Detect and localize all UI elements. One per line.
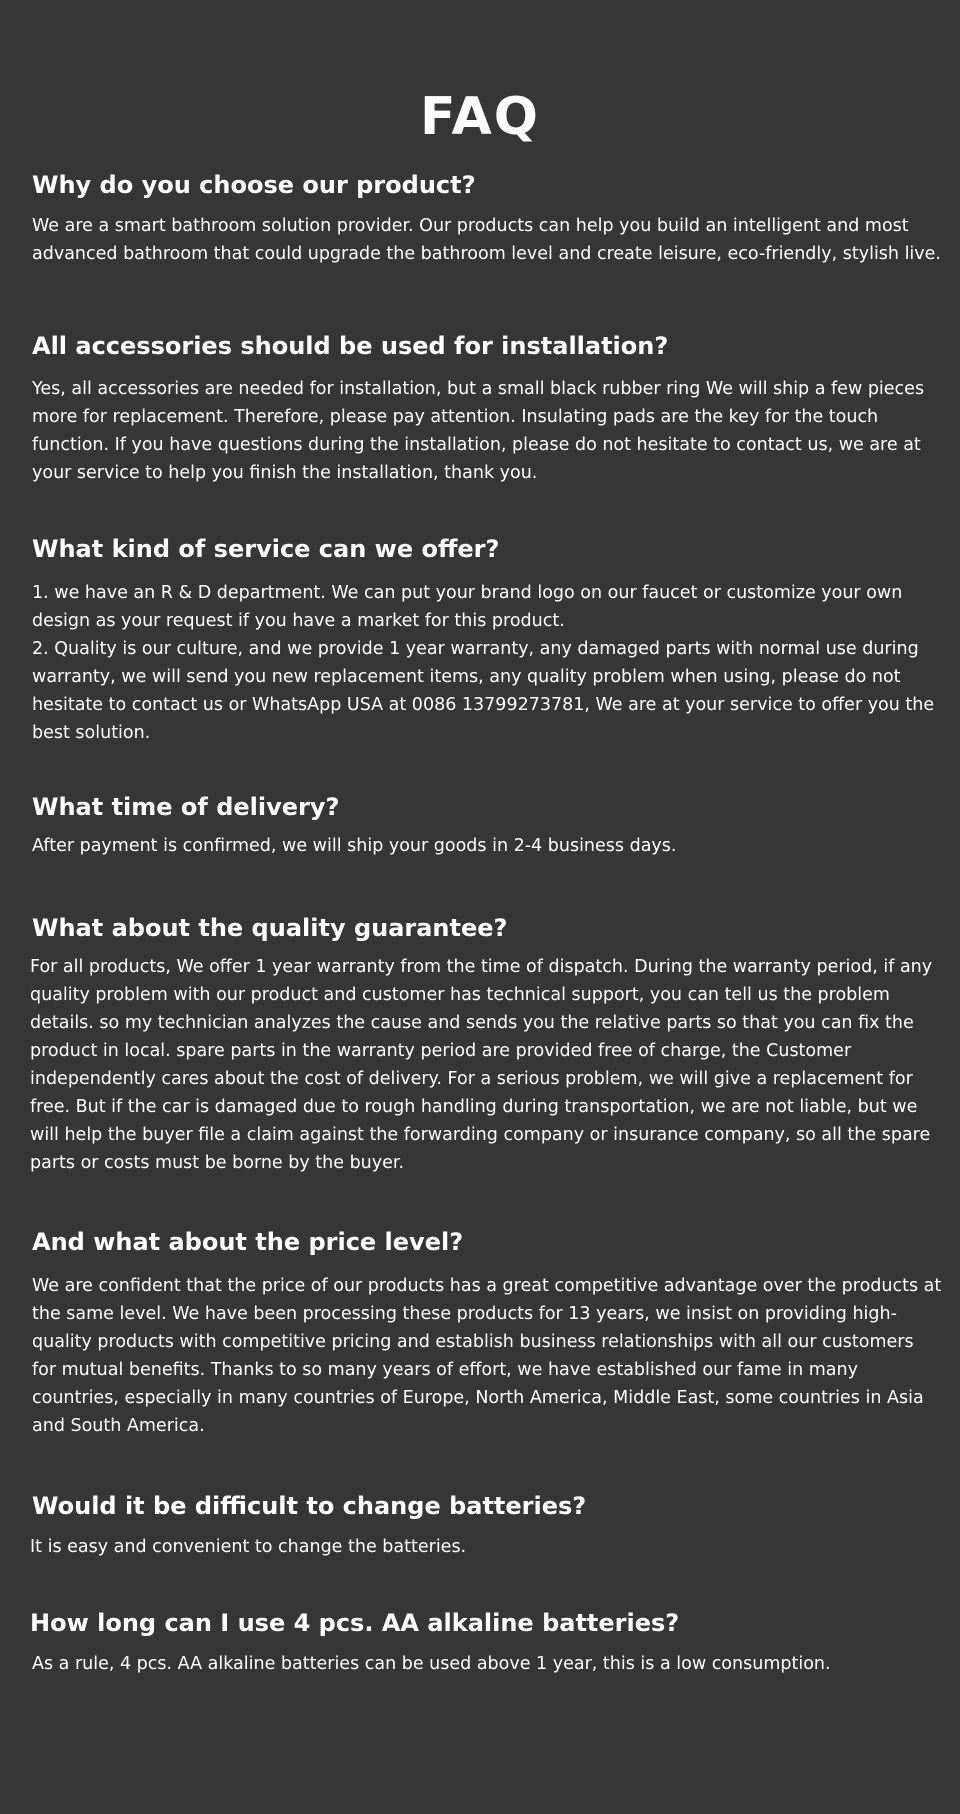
faq-answer: 1. we have an R & D department. We can put your brand logo on our faucet or customize your own design as your request if you have a market for this product. 2. Quality is our culture, and we provide 1 year warranty, any damaged parts with normal use during warranty, we will send you new replacement items, any quality problem when using, please do not hesitate to contact us or WhatsApp USA at 0086 13799273781, We are at your service to offer you the best solution. [32, 583, 935, 743]
faq-answer: We are confident that the price of our products has a great competitive advantage over the products at the same level. We have been processing these products for 13 years, we insist on providing high-quality products with competitive pricing and establish business relationships with all our customers for mutual benefits. Thanks to so many years of effort, we have established our fame in many countries, especially in many countries of Europe, North America, Middle East, some countries in Asia and South America. [32, 1276, 942, 1436]
faq-question: And what about the price level? [32, 1228, 464, 1256]
faq-item-delivery [32, 790, 942, 860]
faq-answer: We are a smart bathroom solution provider. Our products can help you build an intelligent and most advanced bathroom that could upgrade the bathroom level and create leisure, eco-friendly, stylish live. [32, 216, 941, 264]
faq-item-why-choose [32, 168, 942, 268]
faq-item-batteries-life [30, 1606, 940, 1678]
faq-item-service [32, 532, 942, 747]
faq-question: Would it be difficult to change batteries? [32, 1492, 587, 1520]
page-title: FAQ [419, 86, 540, 147]
faq-question: Why do you choose our product? [32, 171, 476, 199]
faq-answer: For all products, We offer 1 year warranty from the time of dispatch. During the warranty period, if any quality problem with our product and customer has technical support, you can tell us the problem details. so my technician analyzes the cause and sends you the relative parts so that you can fix the product in local. spare parts in the warranty period are provided free of charge, the Customer independently cares about the cost of delivery. For a serious problem, we will give a replacement for free. But if the car is damaged due to rough handling during transportation, we are not liable, but we will help the buyer file a claim against the forwarding company or insurance company, so all the spare parts or costs must be borne by the buyer. [30, 957, 933, 1173]
faq-answer: Yes, all accessories are needed for installation, but a small black rubber ring We will ship a few pieces more for replacement. Therefore, please pay attention. Insulating pads are the key for the touch function. If you have questions during the installation, please do not hesitate to contact us, we are at your service to help you finish the installation, thank you. [32, 379, 925, 483]
faq-answer: After payment is confirmed, we will ship your goods in 2-4 business days. [32, 836, 677, 856]
faq-item-accessories [32, 329, 942, 487]
faq-item-batteries-change [32, 1489, 942, 1561]
faq-question: All accessories should be used for installation? [32, 332, 669, 360]
faq-answer: As a rule, 4 pcs. AA alkaline batteries can be used above 1 year, this is a low consumption. [32, 1654, 831, 1674]
faq-question: What about the quality guarantee? [32, 914, 508, 942]
faq-item-quality [32, 911, 942, 1177]
faq-question: What time of delivery? [32, 793, 340, 821]
faq-item-price [32, 1225, 942, 1440]
faq-answer: It is easy and convenient to change the batteries. [30, 1537, 467, 1557]
faq-question: How long can I use 4 pcs. AA alkaline batteries? [30, 1609, 680, 1637]
faq-question: What kind of service can we offer? [32, 535, 500, 563]
